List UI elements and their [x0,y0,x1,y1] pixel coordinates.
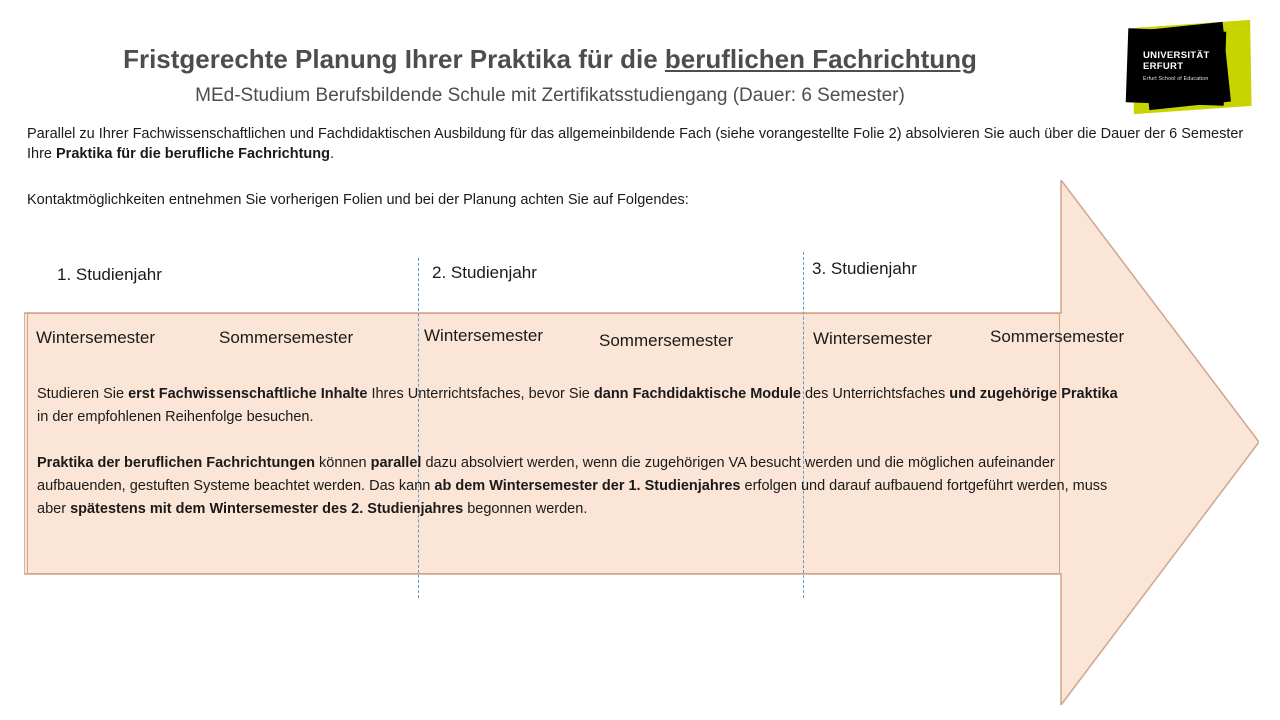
logo-line-2: ERFURT [1143,61,1184,72]
body-spacer [37,429,1132,452]
body-p2-f: erfolgen und darauf aufbauend fortgeführt werden, muss aber [37,478,1108,517]
body-p2-d: dazu absolviert werden, wenn die zugehörigen VA besucht werden und die möglichen aufeinander aufbauenden, gestuften Systeme beachtet werden. Das kann [37,455,1055,494]
page-subtitle: MEd-Studium Berufsbildende Schule mit Zertifikatsstudiengang (Dauer: 6 Semester) [195,85,905,106]
intro-p1-bold: Praktika für die berufliche Fachrichtung [56,146,330,162]
logo-text [1143,50,1235,82]
intro-paragraph-2: Kontaktmöglichkeiten entnehmen Sie vorherigen Folien und bei der Planung achten Sie auf Folgendes: [27,192,689,208]
intro-p1-part-a: Parallel zu Ihrer Fachwissenschaftlichen und Fachdidaktischen Ausbildung für das allgemeinbildende Fach (siehe vorangestellte Folie 2) absolvieren Sie auch über die Dauer der 6 Semester Ihre [27,126,1244,162]
body-paragraph-1 [37,383,1132,429]
body-p2-e: ab dem Wintersemester der 1. Studienjahres [434,478,741,494]
logo-line-1: UNIVERSITÄT [1143,50,1210,61]
body-p1-g: in der empfohlenen Reihenfolge besuchen. [37,409,314,425]
body-p1-b: erst Fachwissenschaftliche Inhalte [128,386,368,402]
body-p1-a: Studieren Sie [37,386,129,402]
body-p1-f: und zugehörige Praktika [949,386,1118,402]
intro-paragraph-1 [27,124,1252,164]
body-p2-g: spätestens mit dem Wintersemester des 2. Studienjahres [70,501,464,517]
body-p1-e: des Unterrichtsfaches [800,386,950,402]
semester-label-1: Wintersemester [36,328,156,347]
year-label-1: 1. Studienjahr [57,265,162,284]
semester-label-5: Wintersemester [813,329,933,348]
intro-p1-part-c: . [329,146,334,162]
semester-label-3: Wintersemester [424,326,544,345]
body-p2-c: parallel [370,455,422,471]
semester-label-2: Sommersemester [219,328,354,347]
year-label-3: 3. Studienjahr [812,259,917,278]
page-title [0,44,1100,75]
timeline-body-text [37,383,1132,521]
university-logo [1125,22,1255,112]
year-label-2: 2. Studienjahr [432,263,537,282]
page-title-prefix: Fristgerechte Planung Ihrer Praktika für die [123,44,665,74]
body-p1-d: dann Fachdidaktische Module [593,386,801,402]
page-title-emphasis: beruflichen Fachrichtung [664,44,977,74]
logo-line-3: Erfurt School of Education [1143,76,1209,82]
body-p2-h: begonnen werden. [463,501,588,517]
semester-label-6: Sommersemester [990,327,1125,346]
semester-label-4: Sommersemester [599,331,734,350]
body-p2-a: Praktika der beruflichen Fachrichtungen [37,455,315,471]
body-p1-c: Ihres Unterrichtsfaches, bevor Sie [367,386,594,402]
body-paragraph-2 [37,452,1132,521]
body-p2-b: können [315,455,371,471]
